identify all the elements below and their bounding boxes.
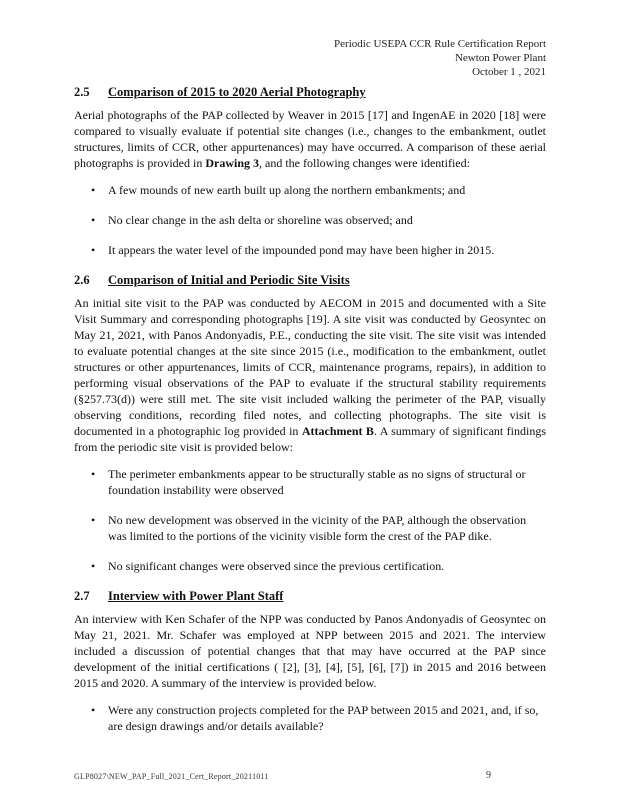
bullet-icon: • (91, 703, 96, 717)
list-item-text: The perimeter embankments appear to be structurally stable as no signs of structural or foundation instability were observed (108, 467, 526, 497)
paragraph-text: . A summary of significant findings from the periodic site visit is provided below: (74, 424, 546, 454)
section-number: 2.5 (74, 85, 90, 99)
section-title: Interview with Power Plant Staff (108, 589, 284, 603)
list-item-text: A few mounds of new earth built up along the northern embankments; and (108, 183, 466, 197)
section-number: 2.7 (74, 589, 90, 603)
list-item-text: No clear change in the ash delta or shoreline was observed; and (108, 213, 413, 227)
bullet-icon: • (91, 183, 96, 197)
list-item-text: No new development was observed in the vicinity of the PAP, although the observation was limited to the portions of the vicinity visible form the crest of the PAP dike. (108, 513, 527, 543)
list-item (74, 558, 546, 574)
header-report-title: Periodic USEPA CCR Rule Certification Report (334, 38, 546, 50)
section-2-7-heading (74, 588, 546, 604)
list-item-text: Were any construction projects completed for the PAP between 2015 and 2021, and, if so, are design drawings and/or details available? (108, 703, 539, 733)
list-item (74, 212, 546, 228)
bullet-icon: • (91, 513, 96, 527)
bullet-icon: • (91, 467, 96, 481)
header-date: October 1 , 2021 (472, 66, 546, 78)
page-number: 9 (486, 770, 491, 781)
list-item-text: It appears the water level of the impounded pond may have been higher in 2015. (108, 243, 495, 257)
section-2-6-bullets (74, 466, 546, 574)
document-body (74, 84, 546, 748)
list-item (74, 182, 546, 198)
section-2-7-bullets (74, 702, 546, 734)
list-item (74, 466, 546, 498)
paragraph-text: Aerial photographs of the PAP collected by Weaver in 2015 [17] and IngenAE in 2020 [18] were compared to visually evaluate if potential site changes (i.e., changes to the embankment, outlet structures, limits of CCR, other appurtenances) may have occurred. A comparison of these aerial photographs is provided in (74, 108, 546, 170)
list-item-text: No significant changes were observed since the previous certification. (108, 559, 445, 573)
attachment-reference: Attachment B (301, 424, 374, 438)
section-2-7-paragraph: An interview with Ken Schafer of the NPP was conducted by Panos Andonyadis of Geosyntec on May 21, 2021. Mr. Schafer was employed at NPP between 2015 and 2021. The interview included a discussion of potential changes that that may have occurred at the PAP since development of the initial certifications ( [2], [3], [4], [5], [6], [7]) in 2015 and 2016 between 2015 and 2020. A summary of the interview is provided below. (74, 612, 546, 690)
bullet-icon: • (91, 559, 96, 573)
section-title: Comparison of Initial and Periodic Site Visits (108, 273, 350, 287)
section-number: 2.6 (74, 273, 90, 287)
section-2-6-heading (74, 272, 546, 288)
section-2-5-paragraph (74, 107, 546, 171)
paragraph-text: , and the following changes were identified: (259, 156, 470, 170)
header-plant-name: Newton Power Plant (454, 52, 546, 64)
section-title: Comparison of 2015 to 2020 Aerial Photography (108, 85, 366, 99)
bullet-icon: • (91, 213, 96, 227)
section-2-5-heading (74, 84, 546, 100)
bullet-icon: • (91, 243, 96, 257)
list-item (74, 702, 546, 734)
list-item (74, 512, 546, 544)
list-item (74, 242, 546, 258)
paragraph-text: An initial site visit to the PAP was conducted by AECOM in 2015 and documented with a Site Visit Summary and corresponding photographs [19]. A site visit was conducted by Geosyntec on May 21, 2021, with Panos Andonyadis, P.E., conducting the site visit. The site visit was intended to evaluate potential changes at the site since 2015 (i.e., modification to the embankment, outlet structures or other appurtenances, limits of CCR, maintenance programs, repairs), in addition to performing visual observations of the PAP to evaluate if the structural stability requirements (§257.73(d)) were still met. The site visit included walking the perimeter of the PAP, visually observing conditions, recording filed notes, and collecting photographs. The site visit is documented in a photographic log provided in (74, 296, 546, 438)
section-2-6-paragraph (74, 295, 546, 455)
section-2-5-bullets (74, 182, 546, 258)
drawing-reference: Drawing 3 (205, 156, 259, 170)
running-header (334, 37, 546, 79)
footer-file-reference: GLP8027\NEW_PAP_Full_2021_Cert_Report_20211011 (74, 772, 269, 781)
